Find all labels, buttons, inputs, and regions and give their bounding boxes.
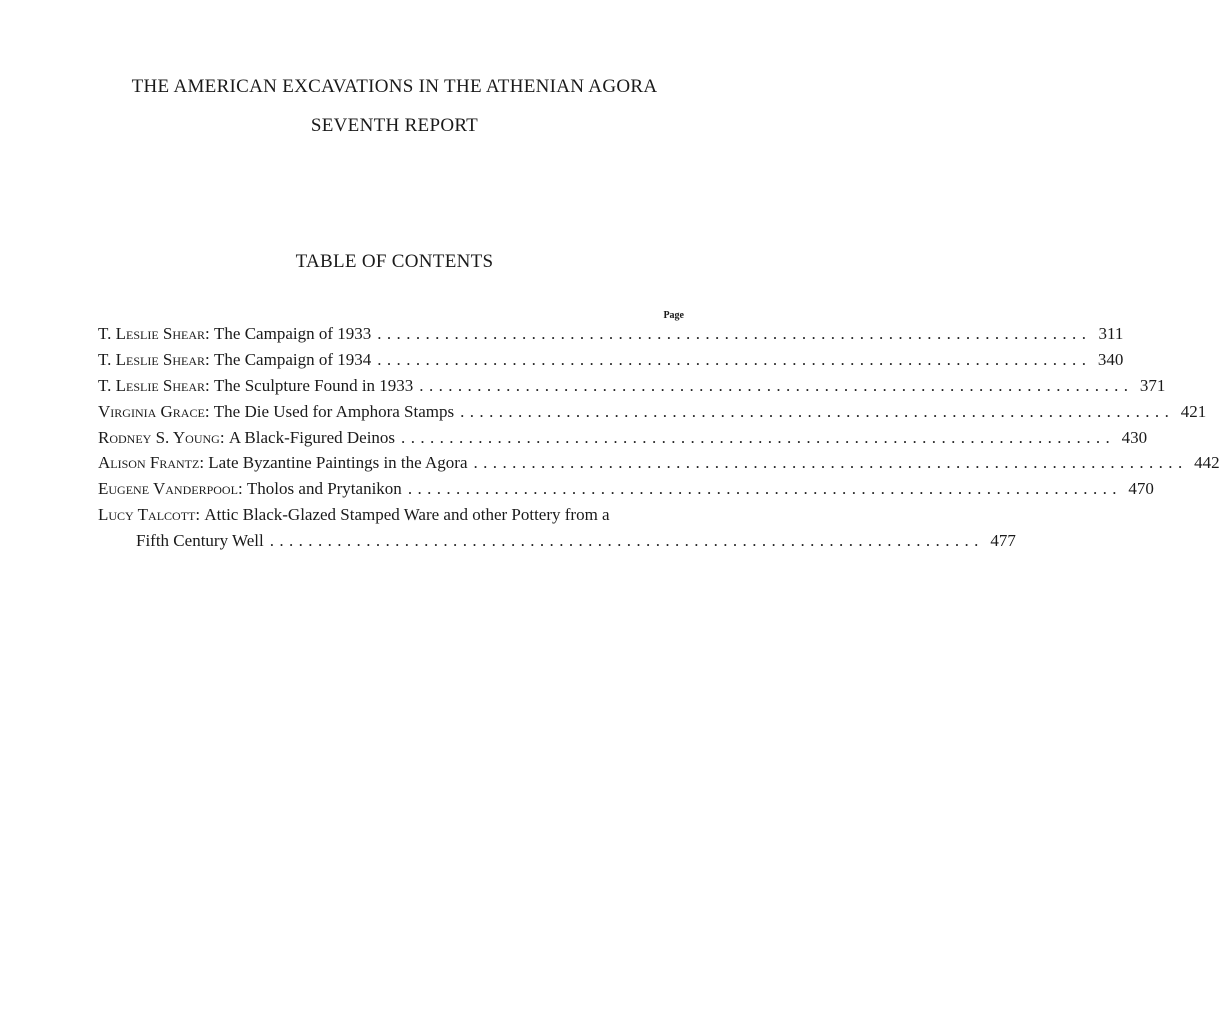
toc-author: T. Leslie Shear — [98, 375, 206, 395]
toc-entry[interactable]: Eugene Vanderpool : Tholos and Prytanikon .......................................................................... 470 — [98, 479, 1154, 499]
toc-title: The Die Used for Amphora Stamps — [213, 401, 455, 421]
dot-leader: .......................................................................... — [407, 479, 1122, 499]
dot-leader: .......................................................................... — [460, 401, 1175, 421]
toc-entry[interactable]: Rodney S. Young : A Black-Figured Deinos .......................................................................... 430 — [98, 427, 1148, 447]
toc-entry[interactable]: T. Leslie Shear : The Campaign of 1933 .......................................................................... 311 — [98, 324, 1124, 343]
toc-entry-continuation[interactable] — [98, 531, 1016, 557]
toc-author: Eugene Vanderpool — [98, 479, 238, 499]
dot-leader: .......................................................................... — [269, 531, 984, 551]
toc-heading: TABLE OF CONTENTS — [295, 251, 494, 272]
dot-leader: .......................................................................... — [419, 375, 1134, 395]
toc-author: Virginia Grace — [98, 401, 205, 421]
dot-leader: .......................................................................... — [377, 324, 1092, 343]
toc-entry[interactable]: Alison Frantz : Late Byzantine Paintings in the Agora .......................................................................... 442 — [98, 453, 1220, 473]
toc-page-number: 311 — [1098, 324, 1124, 343]
dot-leader: .......................................................................... — [377, 349, 1092, 369]
page-column-label: Page — [663, 310, 684, 321]
toc-page-number: 421 — [1180, 401, 1207, 421]
toc-author: Alison Frantz — [98, 453, 200, 473]
toc-author: T. Leslie Shear — [98, 324, 206, 343]
dot-leader: .......................................................................... — [401, 427, 1116, 447]
toc-title: Late Byzantine Paintings in the Agora — [208, 453, 468, 473]
toc-title: A Black-Figured Deinos — [228, 427, 396, 447]
toc-title: Attic Black-Glazed Stamped Ware and other Pottery from a — [204, 505, 610, 525]
toc-page-number: 477 — [990, 531, 1016, 551]
dot-leader: .......................................................................... — [473, 453, 1188, 473]
toc-entry[interactable]: Lucy Talcott : Attic Black-Glazed Stamped Ware and other Pottery from a — [98, 505, 610, 525]
toc-entry[interactable]: T. Leslie Shear : The Sculpture Found in 1933 .......................................................................... 371 — [98, 375, 1166, 395]
toc-author: T. Leslie Shear — [98, 349, 206, 369]
toc-author: Rodney S. Young — [98, 427, 220, 447]
toc-entry[interactable]: Virginia Grace : The Die Used for Amphora Stamps .......................................................................... 421 — [98, 401, 1207, 421]
toc-title: Tholos and Prytanikon — [246, 479, 402, 499]
table-of-contents — [98, 324, 1220, 557]
toc-title: The Campaign of 1934 — [214, 349, 372, 369]
report-title: THE AMERICAN EXCAVATIONS IN THE ATHENIAN AGORA — [131, 76, 658, 97]
toc-page-number: 470 — [1128, 479, 1154, 499]
toc-page-number: 371 — [1139, 375, 1166, 395]
toc-entry[interactable]: T. Leslie Shear : The Campaign of 1934 .......................................................................... 340 — [98, 349, 1124, 369]
toc-page-number: 340 — [1097, 349, 1124, 369]
report-subtitle: SEVENTH REPORT — [310, 115, 479, 136]
toc-title: The Campaign of 1933 — [214, 324, 372, 343]
toc-title-continued: Fifth Century Well — [136, 531, 264, 551]
toc-page-number: 430 — [1121, 427, 1148, 447]
toc-author: Lucy Talcott — [98, 505, 196, 525]
toc-title: The Sculpture Found in 1933 — [214, 375, 414, 395]
toc-page-number: 442 — [1194, 453, 1220, 473]
